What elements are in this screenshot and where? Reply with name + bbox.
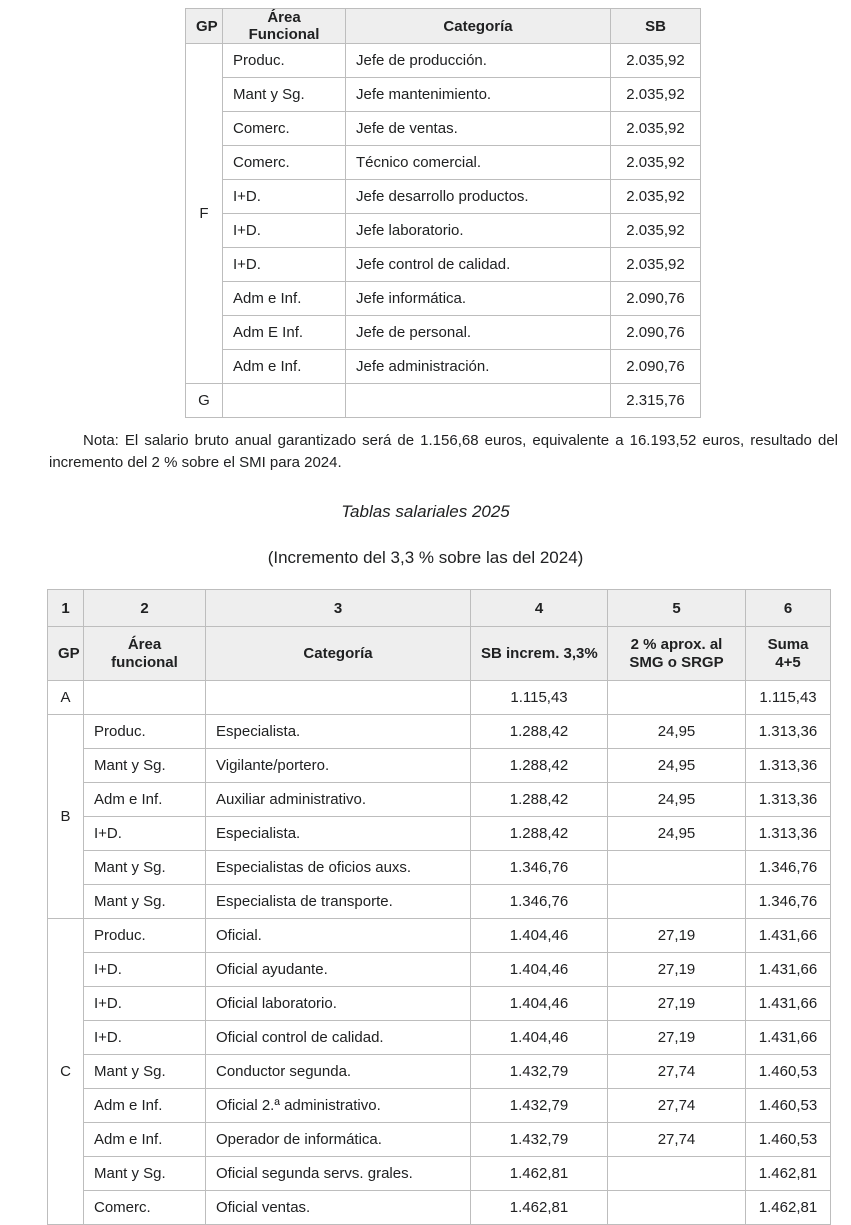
area-cell: Adm e Inf. [84,1123,206,1157]
table-row [186,180,701,214]
area-cell: I+D. [223,248,346,282]
num-cell: 1.432,79 [471,1055,608,1089]
num-cell: 24,95 [608,749,746,783]
num-cell: 1.462,81 [471,1157,608,1191]
num-cell: 1.115,43 [746,681,831,715]
cat-cell: Especialista. [206,817,471,851]
num-cell: 1.431,66 [746,919,831,953]
cat-cell: Técnico comercial. [346,146,611,180]
area-cell: I+D. [223,214,346,248]
num-cell: 2.090,76 [611,316,701,350]
column-header: 3 [206,590,471,627]
num-cell: 1.432,79 [471,1089,608,1123]
column-header: Categoría [206,627,471,681]
table-row [48,749,831,783]
num-cell: 1.431,66 [746,987,831,1021]
table-row [48,987,831,1021]
salary-table-2024 [185,8,701,418]
column-header: SB [611,9,701,44]
column-header: 2 [84,590,206,627]
area-cell: Adm e Inf. [84,1089,206,1123]
cat-cell: Especialista. [206,715,471,749]
table-row [186,214,701,248]
num-cell: 27,19 [608,953,746,987]
table-row [186,44,701,78]
num-cell: 27,19 [608,1021,746,1055]
cat-cell: Jefe desarrollo productos. [346,180,611,214]
cat-cell [206,681,471,715]
num-cell: 2.035,92 [611,78,701,112]
area-cell: Adm e Inf. [223,350,346,384]
num-cell: 1.346,76 [746,885,831,919]
column-header: Área Funcional [223,9,346,44]
gp-cell: A [48,681,84,715]
table-row [186,316,701,350]
column-header: 2 % aprox. al SMG o SRGP [608,627,746,681]
num-cell [608,1191,746,1225]
area-cell: Mant y Sg. [223,78,346,112]
num-cell: 27,19 [608,987,746,1021]
area-cell: Mant y Sg. [84,1055,206,1089]
column-header: 6 [746,590,831,627]
area-cell: Produc. [84,715,206,749]
table-row [48,1123,831,1157]
num-cell: 2.035,92 [611,248,701,282]
gp-cell: C [48,919,84,1225]
area-cell: Mant y Sg. [84,749,206,783]
table-row [186,350,701,384]
num-cell: 1.346,76 [746,851,831,885]
num-cell: 2.090,76 [611,282,701,316]
table-row [48,851,831,885]
num-cell: 1.432,79 [471,1123,608,1157]
header-row [48,627,831,681]
table-row [186,248,701,282]
table-row [48,715,831,749]
num-cell: 1.460,53 [746,1089,831,1123]
cat-cell: Oficial. [206,919,471,953]
num-cell: 1.313,36 [746,715,831,749]
cat-cell: Jefe de producción. [346,44,611,78]
area-cell: Comerc. [84,1191,206,1225]
area-cell: I+D. [84,953,206,987]
gp-cell: B [48,715,84,919]
num-cell: 1.462,81 [471,1191,608,1225]
cat-cell: Oficial control de calidad. [206,1021,471,1055]
table-row [48,817,831,851]
gp-cell: F [186,44,223,384]
area-cell: Produc. [223,44,346,78]
num-cell: 1.288,42 [471,749,608,783]
area-cell [223,384,346,418]
table-row [48,953,831,987]
document-page [0,8,851,1225]
column-header: 4 [471,590,608,627]
area-cell: Mant y Sg. [84,1157,206,1191]
cat-cell: Jefe control de calidad. [346,248,611,282]
num-cell: 1.404,46 [471,919,608,953]
num-cell: 1.288,42 [471,817,608,851]
num-cell: 1.346,76 [471,851,608,885]
num-cell: 1.431,66 [746,953,831,987]
cat-cell: Jefe de ventas. [346,112,611,146]
num-cell: 1.115,43 [471,681,608,715]
cat-cell: Jefe de personal. [346,316,611,350]
cat-cell: Oficial 2.ª administrativo. [206,1089,471,1123]
table-row [48,1089,831,1123]
num-cell: 1.313,36 [746,783,831,817]
num-cell: 1.313,36 [746,749,831,783]
num-cell [608,1157,746,1191]
cat-cell: Jefe informática. [346,282,611,316]
salary-table-2025-header [48,590,831,681]
num-cell: 1.431,66 [746,1021,831,1055]
column-header: Suma 4+5 [746,627,831,681]
num-cell: 1.404,46 [471,987,608,1021]
section-subtitle: (Incremento del 3,3 % sobre las del 2024) [267,548,584,567]
num-cell: 2.315,76 [611,384,701,418]
column-header: GP [186,9,223,44]
num-cell: 1.460,53 [746,1055,831,1089]
table-row [48,919,831,953]
column-header: Área funcional [84,627,206,681]
num-cell: 1.288,42 [471,783,608,817]
cat-cell: Oficial segunda servs. grales. [206,1157,471,1191]
area-cell: Mant y Sg. [84,851,206,885]
table-row [186,146,701,180]
num-cell: 24,95 [608,715,746,749]
cat-cell: Especialistas de oficios auxs. [206,851,471,885]
cat-cell: Jefe mantenimiento. [346,78,611,112]
cat-cell: Jefe laboratorio. [346,214,611,248]
num-cell: 2.035,92 [611,180,701,214]
num-cell [608,681,746,715]
area-cell: I+D. [223,180,346,214]
num-cell: 2.035,92 [611,112,701,146]
num-cell: 27,74 [608,1055,746,1089]
cat-cell: Conductor segunda. [206,1055,471,1089]
num-cell: 1.462,81 [746,1191,831,1225]
num-cell: 2.035,92 [611,146,701,180]
area-cell: Comerc. [223,112,346,146]
cat-cell: Oficial laboratorio. [206,987,471,1021]
num-cell: 2.090,76 [611,350,701,384]
num-cell: 1.346,76 [471,885,608,919]
cat-cell: Especialista de transporte. [206,885,471,919]
table-row [48,681,831,715]
table-row [48,1191,831,1225]
area-cell: I+D. [84,1021,206,1055]
num-cell: 2.035,92 [611,44,701,78]
column-header: 1 [48,590,84,627]
salary-table-2024-header [186,9,701,44]
column-header: GP [48,627,84,681]
table-row [186,384,701,418]
salary-table-2025 [47,589,831,1225]
header-row [186,9,701,44]
table-row [186,112,701,146]
table-row [186,78,701,112]
cat-cell: Jefe administración. [346,350,611,384]
area-cell: I+D. [84,817,206,851]
cat-cell: Oficial ventas. [206,1191,471,1225]
area-cell [84,681,206,715]
cat-cell: Oficial ayudante. [206,953,471,987]
num-cell: 2.035,92 [611,214,701,248]
table-row [48,1021,831,1055]
area-cell: Adm e Inf. [84,783,206,817]
area-cell: Adm E Inf. [223,316,346,350]
table-row [186,282,701,316]
num-cell: 27,19 [608,919,746,953]
num-cell: 1.404,46 [471,953,608,987]
num-cell [608,851,746,885]
cat-cell: Auxiliar administrativo. [206,783,471,817]
num-cell: 1.288,42 [471,715,608,749]
area-cell: Comerc. [223,146,346,180]
num-cell: 27,74 [608,1123,746,1157]
salary-table-2025-body [48,681,831,1225]
table-row [48,885,831,919]
area-cell: I+D. [84,987,206,1021]
num-cell: 27,74 [608,1089,746,1123]
header-row [48,590,831,627]
num-cell: 1.460,53 [746,1123,831,1157]
area-cell: Produc. [84,919,206,953]
num-cell: 1.313,36 [746,817,831,851]
num-cell: 1.404,46 [471,1021,608,1055]
num-cell [608,885,746,919]
gp-cell: G [186,384,223,418]
cat-cell [346,384,611,418]
cat-cell: Operador de informática. [206,1123,471,1157]
table-row [48,1157,831,1191]
column-header: 5 [608,590,746,627]
area-cell: Adm e Inf. [223,282,346,316]
area-cell: Mant y Sg. [84,885,206,919]
section-title: Tablas salariales 2025 [341,502,510,521]
note-text: Nota: El salario bruto anual garantizado será de 1.156,68 euros, equivalente a 16.193,52 euros, resultado del incremento del 2 % sobre el SMI para 2024. [49,432,838,471]
column-header: SB increm. 3,3% [471,627,608,681]
salary-table-2024-body [186,44,701,418]
num-cell: 24,95 [608,783,746,817]
column-header: Categoría [346,9,611,44]
num-cell: 24,95 [608,817,746,851]
table-row [48,1055,831,1089]
cat-cell: Vigilante/portero. [206,749,471,783]
table-row [48,783,831,817]
num-cell: 1.462,81 [746,1157,831,1191]
